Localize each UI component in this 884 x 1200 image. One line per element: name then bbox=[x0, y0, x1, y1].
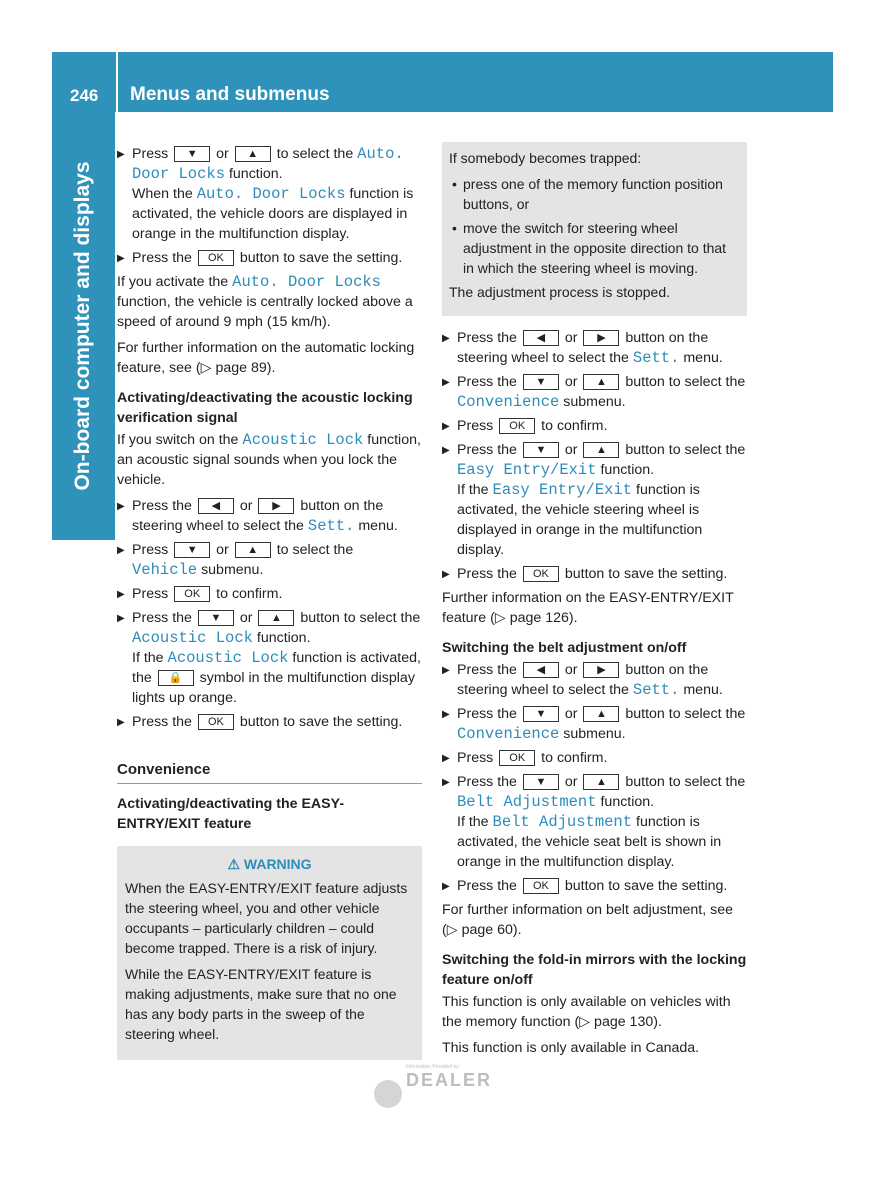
step: ▶ Press the OK button to save the setting. bbox=[117, 712, 422, 732]
ok-key-icon: OK bbox=[499, 418, 535, 434]
section-heading: Convenience bbox=[117, 760, 422, 784]
left-key-icon: ◀ bbox=[523, 330, 559, 346]
step: ▶ Press the ▼ or ▲ button to select the Convenience submenu. bbox=[442, 704, 747, 744]
down-key-icon: ▼ bbox=[174, 542, 210, 558]
subheading: Switching the fold-in mirrors with the locking feature on/off bbox=[442, 952, 747, 988]
right-key-icon: ▶ bbox=[583, 330, 619, 346]
list-item: • move the switch for steering wheel adjustment in the opposite direction to that in which the steering wheel is moving. bbox=[449, 218, 740, 278]
step: ▶ Press the ▼ or ▲ button to select the Easy Entry/Exit function. If the Easy Entry/Exit function is activated, the vehicle steering wheel is displayed in orange in the multifunction display. bbox=[442, 440, 747, 560]
down-key-icon: ▼ bbox=[523, 442, 559, 458]
step: ▶ Press OK to confirm. bbox=[442, 748, 747, 768]
right-key-icon: ▶ bbox=[258, 498, 294, 514]
step: ▶ Press the ◀ or ▶ button on the steering wheel to select the Sett. menu. bbox=[442, 660, 747, 700]
ok-key-icon: OK bbox=[198, 250, 234, 266]
warning-text: While the EASY-ENTRY/EXIT feature is making adjustments, make sure that no one has any body parts in the sweep of the steering wheel. bbox=[125, 966, 397, 1042]
warning-box bbox=[117, 846, 422, 1060]
paragraph: If you activate the Auto. Door Locks function, the vehicle is centrally locked above a speed of around 9 mph (15 km/h). bbox=[117, 273, 413, 330]
page-title: Menus and submenus bbox=[130, 84, 330, 105]
ok-key-icon: OK bbox=[174, 586, 210, 602]
step: ▶ Press the ◀ or ▶ button on the steering wheel to select the Sett. menu. bbox=[117, 496, 422, 536]
page-number: 246 bbox=[70, 86, 99, 105]
side-tab-label: On-board computer and displays bbox=[71, 161, 94, 491]
paragraph: If you switch on the Acoustic Lock function, an acoustic signal sounds when you lock the vehicle. bbox=[117, 431, 421, 488]
step: ▶ Press the ◀ or ▶ button on the steering wheel to select the Sett. menu. bbox=[442, 328, 747, 368]
up-key-icon: ▲ bbox=[583, 442, 619, 458]
warning-triangle-icon: ⚠ bbox=[227, 856, 240, 872]
up-key-icon: ▲ bbox=[583, 706, 619, 722]
warning-title: WARNING bbox=[243, 856, 312, 872]
paragraph: For further information on the automatic locking feature, see (▷ page 89). bbox=[117, 340, 415, 376]
down-key-icon: ▼ bbox=[174, 146, 210, 162]
subheading: Activating/deactivating the acoustic locking verification signal bbox=[117, 390, 413, 426]
paragraph: For further information on belt adjustment, see (▷ page 60). bbox=[442, 902, 733, 938]
step: ▶ Press the ▼ or ▲ button to select the Acoustic Lock function. If the Acoustic Lock function is activated, the 🔒 symbol in the multifunction display lights up orange. bbox=[117, 608, 422, 708]
right-column bbox=[442, 142, 747, 1064]
up-key-icon: ▲ bbox=[235, 146, 271, 162]
step: ▶ Press the ▼ or ▲ button to select the Convenience submenu. bbox=[442, 372, 747, 412]
paragraph: Further information on the EASY-ENTRY/EXIT feature (▷ page 126). bbox=[442, 590, 734, 626]
right-key-icon: ▶ bbox=[583, 662, 619, 678]
ok-key-icon: OK bbox=[523, 878, 559, 894]
left-column bbox=[117, 142, 422, 1060]
step: ▶ Press OK to confirm. bbox=[117, 584, 422, 604]
up-key-icon: ▲ bbox=[583, 374, 619, 390]
left-key-icon: ◀ bbox=[523, 662, 559, 678]
step: ▶ Press the OK button to save the setting. bbox=[442, 876, 747, 896]
step: ▶ Press ▼ or ▲ to select the Vehicle submenu. bbox=[117, 540, 422, 580]
paragraph: This function is only available in Canada. bbox=[442, 1040, 700, 1056]
down-key-icon: ▼ bbox=[523, 706, 559, 722]
down-key-icon: ▼ bbox=[523, 774, 559, 790]
step: ▶ Press the OK button to save the setting. bbox=[117, 248, 422, 268]
lock-icon: 🔒 bbox=[158, 670, 194, 686]
list-item: • press one of the memory function position buttons, or bbox=[449, 174, 740, 214]
footer-watermark: Information Provided by: DEALER bbox=[406, 1064, 493, 1090]
up-key-icon: ▲ bbox=[258, 610, 294, 626]
up-key-icon: ▲ bbox=[583, 774, 619, 790]
down-key-icon: ▼ bbox=[523, 374, 559, 390]
info-box: If somebody becomes trapped: • press one of the memory function position buttons, or • move the switch for steering wheel adjustment in the opposite direction to that in which the steering wheel is moving. The adjustment process is stopped. bbox=[442, 142, 747, 316]
subheading: Switching the belt adjustment on/off bbox=[442, 640, 687, 656]
ok-key-icon: OK bbox=[523, 566, 559, 582]
down-key-icon: ▼ bbox=[198, 610, 234, 626]
paragraph: This function is only available on vehicles with the memory function (▷ page 130). bbox=[442, 994, 731, 1030]
step: ▶ Press ▼ or ▲ to select the Auto. Door Locks function. When the Auto. Door Locks function is activated, the vehicle doors are displayed in orange in the multifunction display. bbox=[117, 144, 422, 244]
ok-key-icon: OK bbox=[499, 750, 535, 766]
subheading: Activating/deactivating the EASY-ENTRY/EXIT feature bbox=[117, 796, 345, 832]
step: ▶ Press the ▼ or ▲ button to select the Belt Adjustment function. If the Belt Adjustment function is activated, the vehicle seat belt is shown in orange in the multifunction display. bbox=[442, 772, 747, 872]
step: ▶ Press the OK button to save the setting. bbox=[442, 564, 747, 584]
left-key-icon: ◀ bbox=[198, 498, 234, 514]
ok-key-icon: OK bbox=[198, 714, 234, 730]
up-key-icon: ▲ bbox=[235, 542, 271, 558]
warning-text: When the EASY-ENTRY/EXIT feature adjusts the steering wheel, you and other vehicle occupants – particularly children – could become trapped. There is a risk of injury. bbox=[125, 880, 408, 956]
step: ▶ Press OK to confirm. bbox=[442, 416, 747, 436]
